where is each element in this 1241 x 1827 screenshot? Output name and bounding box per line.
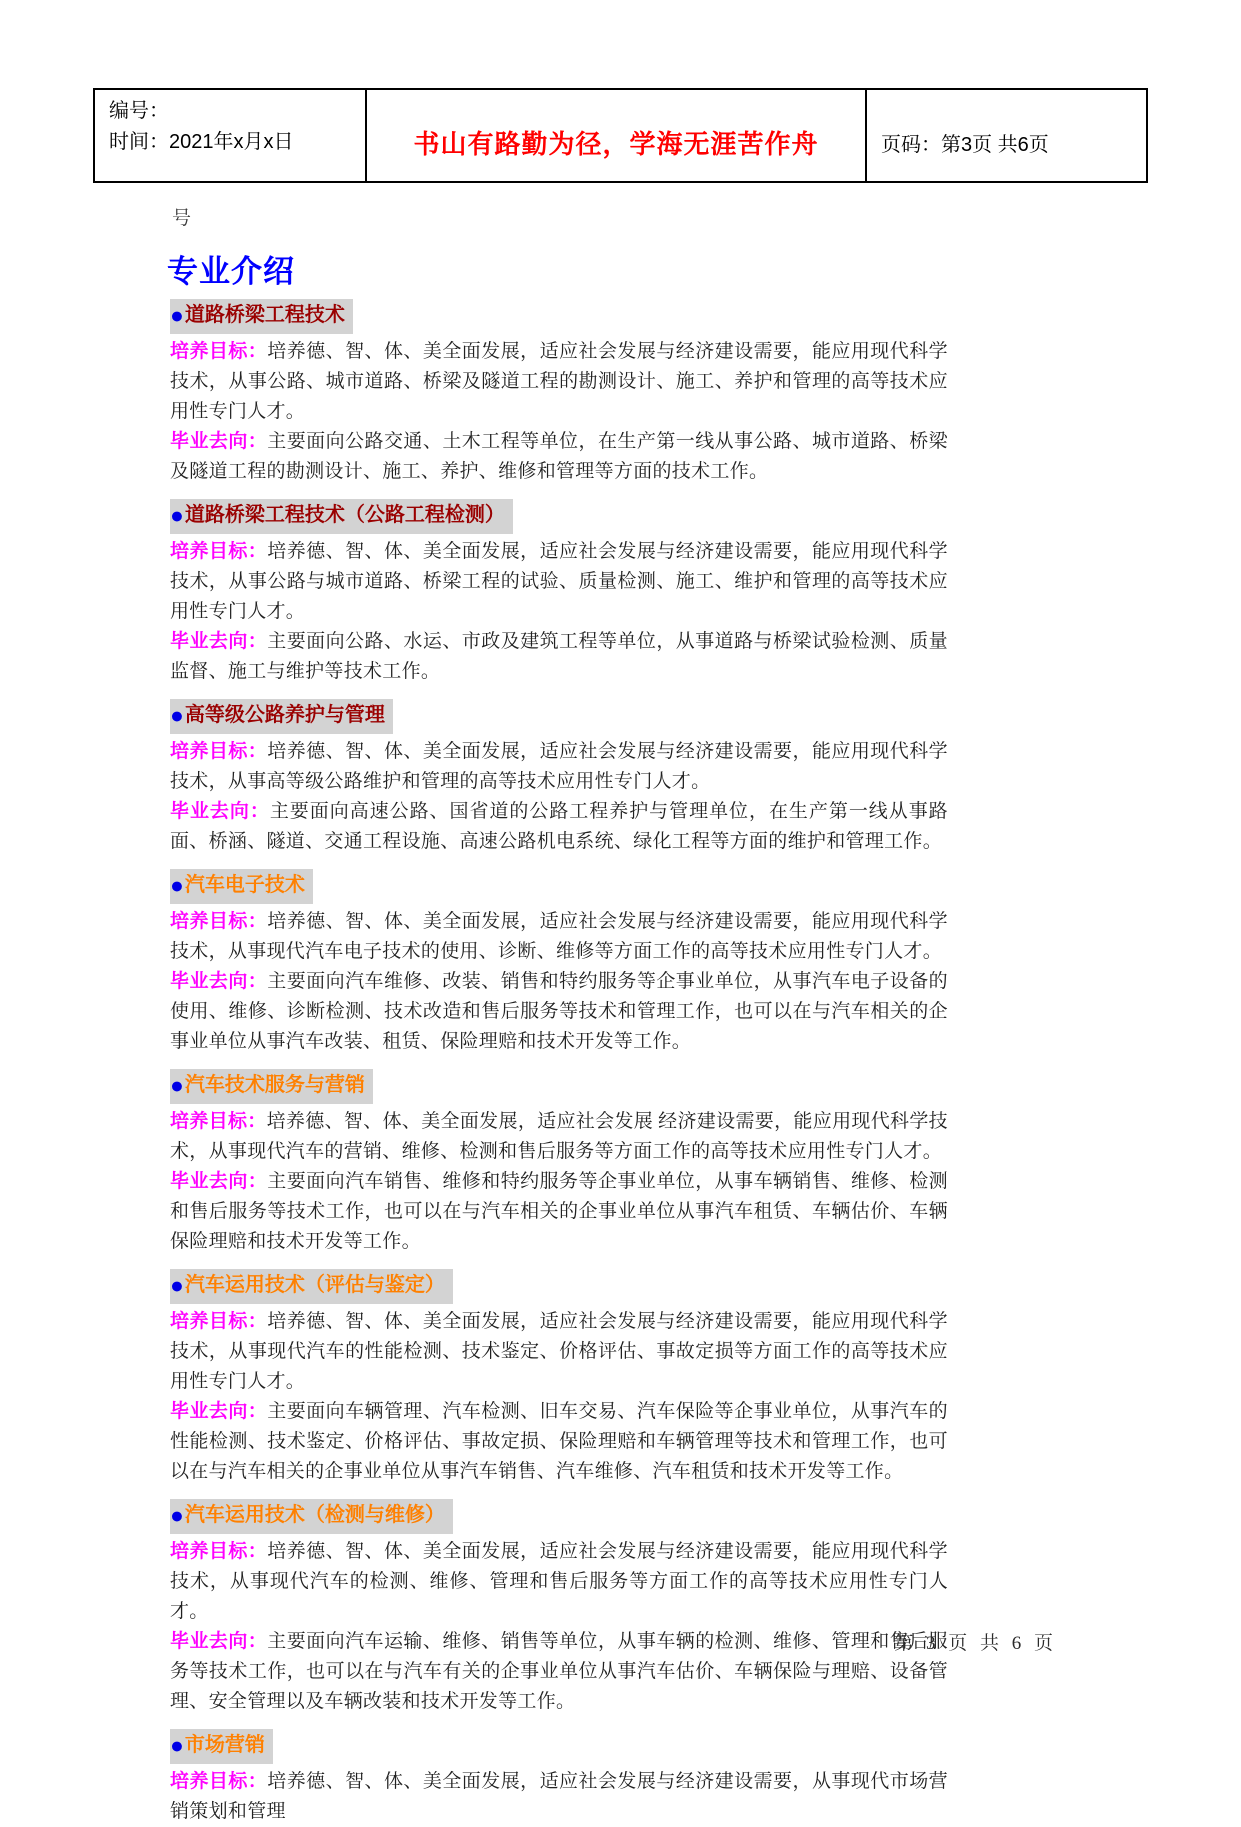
goal-label: 培养目标： xyxy=(170,911,268,932)
bullet-icon: ● xyxy=(170,303,184,328)
title-highlight xyxy=(170,1729,273,1764)
goal-paragraph xyxy=(170,907,948,967)
section-title-text: 汽车运用技术（评估与鉴定） xyxy=(184,1274,445,1296)
dest-paragraph xyxy=(170,1627,948,1717)
dest-text: 主要面向高速公路、国省道的公路工程养护与管理单位，在生产第一线从事路面、桥涵、隧道、交通工程设施、高速公路机电系统、绿化工程等方面的维护和管理工作。 xyxy=(170,801,948,852)
header-cell-center xyxy=(367,90,867,181)
goal-text: 培养德、智、体、美全面发展，适应社会发展与经济建设需要，能应用现代科学技术，从事高等级公路维护和管理的高等技术应用性专门人才。 xyxy=(170,741,948,792)
section-title-text: 高等级公路养护与管理 xyxy=(184,704,385,726)
title-highlight xyxy=(170,699,393,734)
page-title: 专业介绍 xyxy=(167,254,295,289)
bullet-icon: ● xyxy=(170,703,184,728)
section-title xyxy=(170,499,948,534)
goal-paragraph xyxy=(170,337,948,427)
header-cell-left xyxy=(95,90,367,181)
dest-paragraph xyxy=(170,627,948,687)
section-qiche-dianzi xyxy=(170,869,948,1057)
goal-paragraph xyxy=(170,537,948,627)
section-title xyxy=(170,1499,948,1534)
dest-text: 主要面向车辆管理、汽车检测、旧车交易、汽车保险等企事业单位，从事汽车的性能检测、技术鉴定、价格评估、事故定损、保险理赔和车辆管理等技术和管理工作，也可以在与汽车相关的企事业单位从事汽车销售、汽车维修、汽车租赁和技术开发等工作。 xyxy=(170,1401,948,1482)
goal-text: 培养德、智、体、美全面发展，适应社会发展 经济建设需要，能应用现代科学技术，从事现代汽车的营销、维修、检测和售后服务等方面工作的高等技术应用性专门人才。 xyxy=(170,1111,948,1162)
dest-text: 主要面向汽车维修、改装、销售和特约服务等企事业单位，从事汽车电子设备的使用、维修、诊断检测、技术改造和售后服务等技术和管理工作，也可以在与汽车相关的企事业单位从事汽车改装、租赁、保险理赔和技术开发等工作。 xyxy=(170,971,948,1052)
title-highlight xyxy=(170,1269,453,1304)
goal-text: 培养德、智、体、美全面发展，适应社会发展与经济建设需要，能应用现代科学技术，从事现代汽车的性能检测、技术鉴定、价格评估、事故定损等方面工作的高等技术应用性专门人才。 xyxy=(170,1311,948,1392)
doc-date-label: 时间：2021年x月x日 xyxy=(109,131,294,153)
dest-paragraph xyxy=(170,1167,948,1257)
dest-label: 毕业去向： xyxy=(170,1401,268,1422)
dest-paragraph xyxy=(170,797,948,857)
section-qiche-fuwu-yingxiao xyxy=(170,1069,948,1257)
title-highlight xyxy=(170,1499,453,1534)
header-cell-right xyxy=(867,90,1146,181)
title-highlight xyxy=(170,299,353,334)
bullet-icon: ● xyxy=(170,503,184,528)
goal-text: 培养德、智、体、美全面发展，适应社会发展与经济建设需要，能应用现代科学技术，从事公路与城市道路、桥梁工程的试验、质量检测、施工、维护和管理的高等技术应用性专门人才。 xyxy=(170,541,948,622)
section-title xyxy=(170,1069,948,1104)
section-title xyxy=(170,1269,948,1304)
bullet-icon: ● xyxy=(170,1733,184,1758)
dest-paragraph xyxy=(170,1397,948,1487)
footer-page-number: 第 3 页 共 6 页 xyxy=(894,1633,1057,1654)
section-title-text: 汽车技术服务与营销 xyxy=(184,1074,365,1096)
goal-paragraph xyxy=(170,1537,948,1627)
dest-paragraph xyxy=(170,967,948,1057)
content-area xyxy=(170,299,948,1827)
section-title-text: 汽车电子技术 xyxy=(184,874,305,896)
goal-label: 培养目标： xyxy=(170,1311,268,1332)
goal-text: 培养德、智、体、美全面发展，适应社会发展与经济建设需要，能应用现代科学技术，从事公路、城市道路、桥梁及隧道工程的勘测设计、施工、养护和管理的高等技术应用性专门人才。 xyxy=(170,341,948,422)
dest-label: 毕业去向： xyxy=(170,431,268,452)
goal-label: 培养目标： xyxy=(170,1111,267,1132)
dest-label: 毕业去向： xyxy=(170,631,268,652)
section-gonglu-yanghu xyxy=(170,699,948,857)
goal-paragraph xyxy=(170,1767,948,1827)
header-table xyxy=(93,88,1148,183)
bullet-icon: ● xyxy=(170,1273,184,1298)
title-highlight xyxy=(170,1069,373,1104)
header-motto: 书山有路勤为径，学海无涯苦作舟 xyxy=(413,129,819,159)
header-page-info: 页码：第3页 共6页 xyxy=(881,134,1049,156)
section-title xyxy=(170,299,948,334)
section-shichang-yingxiao xyxy=(170,1729,948,1827)
dest-paragraph xyxy=(170,427,948,487)
section-daoluqiaoliang xyxy=(170,299,948,487)
section-gongluchecai xyxy=(170,499,948,687)
goal-label: 培养目标： xyxy=(170,741,268,762)
goal-label: 培养目标： xyxy=(170,541,268,562)
section-title-text: 道路桥梁工程技术 xyxy=(184,304,345,326)
goal-paragraph xyxy=(170,1307,948,1397)
title-highlight xyxy=(170,499,513,534)
goal-paragraph xyxy=(170,737,948,797)
goal-text: 培养德、智、体、美全面发展，适应社会发展与经济建设需要，能应用现代科学技术，从事现代汽车的检测、维修、管理和售后服务等方面工作的高等技术应用性专门人才。 xyxy=(170,1541,948,1622)
goal-label: 培养目标： xyxy=(170,1771,268,1792)
section-title-text: 市场营销 xyxy=(184,1734,265,1756)
goal-label: 培养目标： xyxy=(170,1541,268,1562)
stray-char: 号 xyxy=(172,208,192,229)
goal-text: 培养德、智、体、美全面发展，适应社会发展与经济建设需要，从事现代市场营销策划和管理 xyxy=(170,1771,948,1822)
section-qiche-pinggu-jianding xyxy=(170,1269,948,1487)
dest-text: 主要面向汽车销售、维修和特约服务等企事业单位，从事车辆销售、维修、检测和售后服务等技术工作，也可以在与汽车相关的企事业单位从事汽车租赁、车辆估价、车辆保险理赔和技术开发等工作。 xyxy=(170,1171,948,1252)
title-highlight xyxy=(170,869,313,904)
goal-label: 培养目标： xyxy=(170,341,268,362)
bullet-icon: ● xyxy=(170,1503,184,1528)
dest-label: 毕业去向： xyxy=(170,1631,268,1652)
dest-label: 毕业去向： xyxy=(170,1171,268,1192)
section-title-text: 道路桥梁工程技术（公路工程检测） xyxy=(184,504,505,526)
dest-label: 毕业去向： xyxy=(170,971,268,992)
doc-number-label: 编号： xyxy=(109,100,169,122)
goal-paragraph xyxy=(170,1107,948,1167)
section-title xyxy=(170,869,948,904)
section-title xyxy=(170,1729,948,1764)
bullet-icon: ● xyxy=(170,873,184,898)
dest-text: 主要面向公路交通、土木工程等单位，在生产第一线从事公路、城市道路、桥梁及隧道工程的勘测设计、施工、养护、维修和管理等方面的技术工作。 xyxy=(170,431,948,482)
goal-text: 培养德、智、体、美全面发展，适应社会发展与经济建设需要，能应用现代科学技术，从事现代汽车电子技术的使用、诊断、维修等方面工作的高等技术应用性专门人才。 xyxy=(170,911,948,962)
dest-text: 主要面向汽车运输、维修、销售等单位，从事车辆的检测、维修、管理和售后服务等技术工作，也可以在与汽车有关的企事业单位从事汽车估价、车辆保险与理赔、设备管理、安全管理以及车辆改装和技术开发等工作。 xyxy=(170,1631,948,1712)
dest-text: 主要面向公路、水运、市政及建筑工程等单位，从事道路与桥梁试验检测、质量监督、施工与维护等技术工作。 xyxy=(170,631,948,682)
bullet-icon: ● xyxy=(170,1073,184,1098)
section-qiche-jiance-weixiu xyxy=(170,1499,948,1717)
section-title-text: 汽车运用技术（检测与维修） xyxy=(184,1504,445,1526)
section-title xyxy=(170,699,948,734)
dest-label: 毕业去向： xyxy=(170,801,270,822)
